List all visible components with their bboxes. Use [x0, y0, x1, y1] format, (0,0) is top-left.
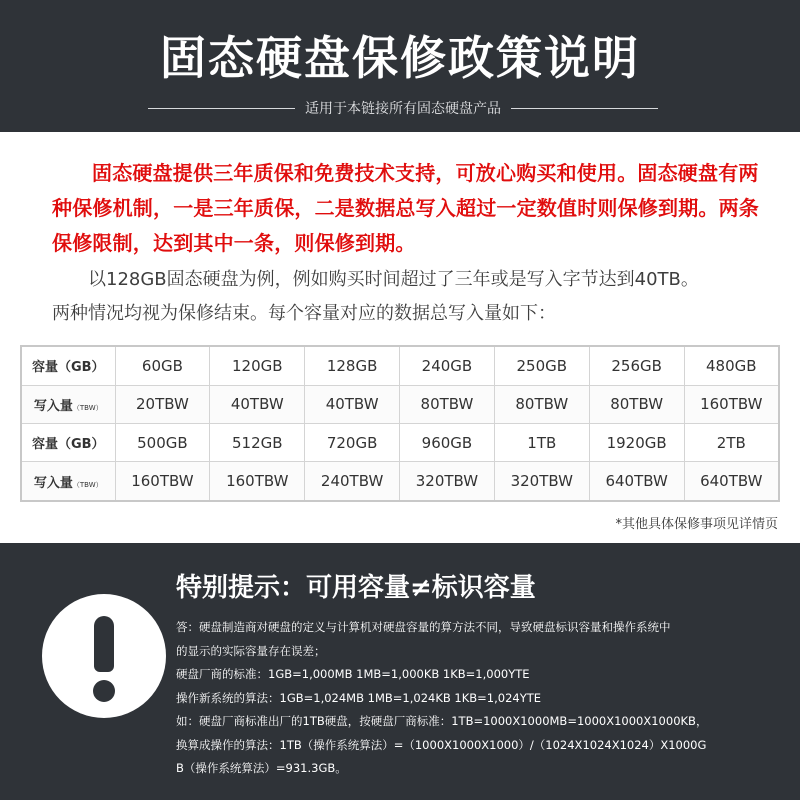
table-cell: 960GB — [400, 423, 495, 461]
warranty-example — [52, 263, 772, 331]
explanation-line: 操作新系统的算法：1GB=1,024MB 1MB=1,024KB 1KB=1,024YTE — [176, 690, 542, 705]
table-cell: 20TBW — [115, 385, 210, 423]
table-cell: 320TBW — [494, 462, 589, 501]
explanation-line: 如：硬盘厂商标准出厂的1TB硬盘，按硬盘厂商标准：1TB=1000X1000MB=1000X1000X1000KB， — [176, 714, 708, 728]
table-row — [21, 423, 779, 461]
table-cell: 1920GB — [589, 423, 684, 461]
write-header-unit: （TBW） — [72, 480, 103, 489]
table-cell: 80TBW — [400, 385, 495, 423]
warning-title: 特别提示：可用容量≠标识容量 — [176, 573, 536, 603]
explanation-line: 答：硬盘制造商对硬盘的定义与计算机对硬盘容量的算方法不同，导致硬盘标识容量和操作系统中 — [176, 620, 671, 634]
page-title: 固态硬盘保修政策说明 — [160, 31, 640, 85]
table-cell: 160TBW — [115, 462, 210, 501]
explanation-line: B（操作系统算法）=931.3GB。 — [176, 761, 347, 775]
example-line-1: 以128GB固态硬盘为例，例如购买时间超过了三年或是写入字节达到40TB。 — [88, 269, 699, 290]
table-cell: 160TBW — [684, 385, 779, 423]
table-cell: 128GB — [305, 346, 400, 385]
table-cell: 80TBW — [589, 385, 684, 423]
capacity-tbw-table — [20, 345, 780, 502]
table-cell: 256GB — [589, 346, 684, 385]
table-cell: 480GB — [684, 346, 779, 385]
table-cell: 250GB — [494, 346, 589, 385]
table-cell: 40TBW — [305, 385, 400, 423]
table-cell: 640TBW — [684, 462, 779, 501]
table-cell: 1TB — [494, 423, 589, 461]
table-row — [21, 346, 779, 385]
capacity-header-cell: 容量（GB） — [21, 423, 115, 461]
table-cell: 40TBW — [210, 385, 305, 423]
details-note: *其他具体保修事项见详情页 — [615, 517, 778, 532]
explanation-line: 的显示的实际容量存在误差； — [176, 643, 326, 658]
subtitle-right-line — [511, 108, 658, 109]
table-cell: 2TB — [684, 423, 779, 461]
explanation-line: 硬盘厂商的标准：1GB=1,000MB 1MB=1,000KB 1KB=1,000YTE — [176, 667, 530, 681]
exclamation-dot — [93, 680, 115, 702]
table-cell: 160TBW — [210, 462, 305, 501]
table-cell: 120GB — [210, 346, 305, 385]
table-cell: 640TBW — [589, 462, 684, 501]
table-cell: 320TBW — [400, 462, 495, 501]
table-cell: 60GB — [115, 346, 210, 385]
page-subtitle: 适用于本链接所有固态硬盘产品 — [305, 101, 501, 117]
write-header-label: 写入量 — [33, 398, 73, 414]
example-line-2: 两种情况均视为保修结束。每个容量对应的数据总写入量如下： — [52, 303, 556, 324]
capacity-explanation — [176, 616, 780, 781]
exclamation-bar — [94, 616, 114, 672]
subtitle-left-line — [148, 108, 295, 109]
table-row — [21, 462, 779, 501]
table-cell: 80TBW — [494, 385, 589, 423]
warranty-intro-red: 固态硬盘提供三年质保和免费技术支持，可放心购买和使用。固态硬盘有两种保修机制，一是三年质保，二是数据总写入超过一定数值时则保修到期。两条保修限制，达到其中一条，则保修到期。 — [52, 161, 759, 255]
write-header-cell — [21, 462, 115, 501]
write-header-cell — [21, 385, 115, 423]
capacity-header-cell: 容量（GB） — [21, 346, 115, 385]
header-banner — [0, 0, 800, 132]
table-cell: 240GB — [400, 346, 495, 385]
table-cell: 240TBW — [305, 462, 400, 501]
table-cell: 500GB — [115, 423, 210, 461]
table-cell: 720GB — [305, 423, 400, 461]
table-cell: 512GB — [210, 423, 305, 461]
write-header-unit: （TBW） — [72, 403, 103, 412]
subtitle-row — [148, 97, 658, 119]
table-row — [21, 385, 779, 423]
exclamation-icon — [42, 594, 166, 718]
write-header-label: 写入量 — [33, 475, 73, 491]
explanation-line: 换算成操作的算法：1TB（操作系统算法）=（1000X1000X1000）/（1024X1024X1024）X1000G — [176, 737, 707, 752]
